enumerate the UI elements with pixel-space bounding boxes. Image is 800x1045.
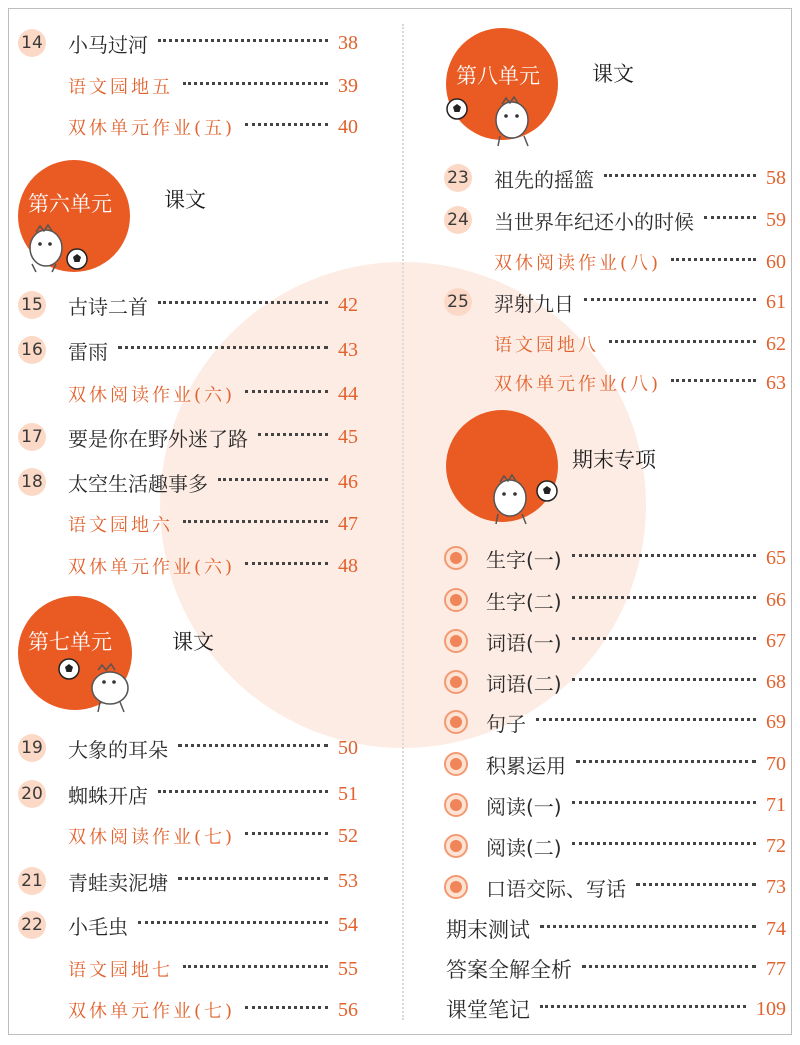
unit7-title: 课文 xyxy=(172,630,214,654)
toc-entry[interactable] xyxy=(446,994,786,1024)
leader-dots xyxy=(158,301,328,304)
entry-title: 祖先的摇篮 xyxy=(494,167,594,192)
toc-entry[interactable] xyxy=(21,733,358,763)
page-number: 55 xyxy=(338,957,358,980)
bullet-icon xyxy=(444,670,468,694)
unit6-label: 第六单元 xyxy=(28,192,112,216)
toc-entry[interactable] xyxy=(68,821,358,851)
leader-dots xyxy=(258,433,328,436)
leader-dots xyxy=(572,678,756,681)
leader-dots xyxy=(671,258,756,261)
entry-title: 生字(二) xyxy=(486,589,562,614)
page-number: 50 xyxy=(338,736,358,759)
entry-title: 双休阅读作业(六) xyxy=(68,385,236,406)
entry-title: 双休阅读作业(七) xyxy=(68,827,236,848)
leader-dots xyxy=(604,174,756,177)
page-number: 48 xyxy=(338,554,358,577)
leader-dots xyxy=(158,39,328,42)
entry-title: 蜘蛛开店 xyxy=(68,783,148,808)
lesson-number: 23 xyxy=(444,164,472,192)
lesson-number: 14 xyxy=(18,29,46,57)
entry-title: 小马过河 xyxy=(68,32,148,57)
page-number: 58 xyxy=(766,166,786,189)
page-number: 73 xyxy=(766,875,786,898)
leader-dots xyxy=(572,637,756,640)
leader-dots xyxy=(704,216,756,219)
soccer-ball-icon xyxy=(446,98,468,120)
page-number: 42 xyxy=(338,293,358,316)
leader-dots xyxy=(576,760,756,763)
dinosaur-mascot-icon xyxy=(486,92,540,148)
toc-entry[interactable] xyxy=(486,831,786,861)
page-number: 62 xyxy=(766,332,786,355)
toc-entry[interactable] xyxy=(21,866,358,896)
entry-title: 双休单元作业(五) xyxy=(68,118,236,139)
toc-entry[interactable] xyxy=(494,247,786,277)
leader-dots xyxy=(118,346,328,349)
bullet-icon xyxy=(444,834,468,858)
entry-title: 双休单元作业(八) xyxy=(494,374,662,395)
toc-entry[interactable] xyxy=(68,995,358,1025)
entry-title: 词语(二) xyxy=(486,671,562,696)
unit8-label: 第八单元 xyxy=(456,64,540,88)
page-number: 45 xyxy=(338,425,358,448)
toc-entry[interactable] xyxy=(447,163,786,193)
lesson-number: 22 xyxy=(18,911,46,939)
lesson-number: 16 xyxy=(18,336,46,364)
toc-entry[interactable] xyxy=(21,28,358,58)
page-number: 46 xyxy=(338,470,358,493)
page-number: 39 xyxy=(338,74,358,97)
toc-entry[interactable] xyxy=(68,551,358,581)
leader-dots xyxy=(540,1005,746,1008)
entry-title: 语文园地八 xyxy=(494,335,599,356)
bullet-icon xyxy=(444,546,468,570)
page-number: 51 xyxy=(338,782,358,805)
toc-entry[interactable] xyxy=(486,667,786,697)
toc-entry[interactable] xyxy=(486,790,786,820)
page-number: 65 xyxy=(766,546,786,569)
page-number: 61 xyxy=(766,290,786,313)
entry-title: 当世界年纪还小的时候 xyxy=(494,209,694,234)
entry-title: 词语(一) xyxy=(486,630,562,655)
entry-title: 语文园地五 xyxy=(68,77,173,98)
page-number: 109 xyxy=(756,997,786,1020)
final-title: 期末专项 xyxy=(572,448,656,472)
toc-entry[interactable] xyxy=(68,509,358,539)
entry-title: 语文园地六 xyxy=(68,515,173,536)
leader-dots xyxy=(671,379,756,382)
toc-entry[interactable] xyxy=(21,910,358,940)
page-number: 40 xyxy=(338,115,358,138)
entry-title: 句子 xyxy=(486,711,526,736)
leader-dots xyxy=(183,520,328,523)
dinosaur-mascot-icon xyxy=(84,660,140,716)
entry-title: 双休单元作业(七) xyxy=(68,1001,236,1022)
entry-title: 太空生活趣事多 xyxy=(68,471,208,496)
toc-entry[interactable] xyxy=(21,422,358,452)
toc-entry[interactable] xyxy=(447,205,786,235)
unit7-label: 第七单元 xyxy=(28,630,112,654)
leader-dots xyxy=(536,718,756,721)
toc-entry[interactable] xyxy=(446,914,786,944)
leader-dots xyxy=(636,883,756,886)
dinosaur-mascot-icon xyxy=(486,468,540,526)
entry-title: 羿射九日 xyxy=(494,291,574,316)
lesson-number: 20 xyxy=(18,780,46,808)
entry-title: 课堂笔记 xyxy=(446,998,530,1022)
leader-dots xyxy=(183,82,328,85)
toc-entry[interactable] xyxy=(68,112,358,142)
leader-dots xyxy=(609,340,756,343)
soccer-ball-icon xyxy=(58,658,80,680)
page-number: 53 xyxy=(338,869,358,892)
page-number: 67 xyxy=(766,629,786,652)
leader-dots xyxy=(572,554,756,557)
unit8-title: 课文 xyxy=(592,62,634,86)
leader-dots xyxy=(572,596,756,599)
page-number: 38 xyxy=(338,31,358,54)
bullet-icon xyxy=(444,710,468,734)
toc-entry[interactable] xyxy=(21,779,358,809)
entry-title: 口语交际、写话 xyxy=(486,876,626,901)
bullet-icon xyxy=(444,629,468,653)
toc-entry[interactable] xyxy=(486,707,786,737)
entry-title: 大象的耳朵 xyxy=(68,737,168,762)
entry-title: 双休单元作业(六) xyxy=(68,557,236,578)
leader-dots xyxy=(245,390,328,393)
leader-dots xyxy=(245,123,328,126)
page-number: 59 xyxy=(766,208,786,231)
toc-entry[interactable] xyxy=(486,543,786,573)
leader-dots xyxy=(183,965,328,968)
entry-title: 阅读(一) xyxy=(486,794,562,819)
page-number: 47 xyxy=(338,512,358,535)
lesson-number: 21 xyxy=(18,867,46,895)
page-number: 56 xyxy=(338,998,358,1021)
column-divider xyxy=(402,24,404,1020)
page-number: 69 xyxy=(766,710,786,733)
page-number: 63 xyxy=(766,371,786,394)
page-number: 74 xyxy=(766,917,786,940)
page-number: 43 xyxy=(338,338,358,361)
toc-entry[interactable] xyxy=(486,626,786,656)
toc-entry[interactable] xyxy=(68,71,358,101)
entry-title: 期末测试 xyxy=(446,918,530,942)
page-number: 71 xyxy=(766,793,786,816)
entry-title: 生字(一) xyxy=(486,547,562,572)
leader-dots xyxy=(218,478,328,481)
lesson-number: 19 xyxy=(18,734,46,762)
bullet-icon xyxy=(444,752,468,776)
lesson-number: 24 xyxy=(444,206,472,234)
entry-title: 青蛙卖泥塘 xyxy=(68,870,168,895)
leader-dots xyxy=(178,744,328,747)
leader-dots xyxy=(138,921,328,924)
leader-dots xyxy=(572,801,756,804)
entry-title: 要是你在野外迷了路 xyxy=(68,426,248,451)
leader-dots xyxy=(158,790,328,793)
toc-entry[interactable] xyxy=(486,585,786,615)
bullet-icon xyxy=(444,793,468,817)
page-number: 66 xyxy=(766,588,786,611)
page-number: 52 xyxy=(338,824,358,847)
toc-entry[interactable] xyxy=(494,329,786,359)
toc-entry[interactable] xyxy=(446,954,786,984)
leader-dots xyxy=(572,842,756,845)
entry-title: 积累运用 xyxy=(486,753,566,778)
toc-entry[interactable] xyxy=(21,290,358,320)
lesson-number: 18 xyxy=(18,468,46,496)
leader-dots xyxy=(245,832,328,835)
toc-entry[interactable] xyxy=(447,287,786,317)
entry-title: 语文园地七 xyxy=(68,960,173,981)
leader-dots xyxy=(178,877,328,880)
toc-entry[interactable] xyxy=(494,368,786,398)
page-number: 68 xyxy=(766,670,786,693)
page-number: 77 xyxy=(766,957,786,980)
unit6-title: 课文 xyxy=(164,188,206,212)
page-number: 72 xyxy=(766,834,786,857)
leader-dots xyxy=(245,562,328,565)
toc-entry[interactable] xyxy=(21,467,358,497)
leader-dots xyxy=(582,965,756,968)
lesson-number: 15 xyxy=(18,291,46,319)
page-number: 70 xyxy=(766,752,786,775)
entry-title: 双休阅读作业(八) xyxy=(494,253,662,274)
bullet-icon xyxy=(444,588,468,612)
leader-dots xyxy=(584,298,756,301)
leader-dots xyxy=(245,1006,328,1009)
entry-title: 雷雨 xyxy=(68,339,108,364)
page-number: 54 xyxy=(338,913,358,936)
toc-entry[interactable] xyxy=(486,872,786,902)
lesson-number: 25 xyxy=(444,288,472,316)
leader-dots xyxy=(540,925,756,928)
page-number: 60 xyxy=(766,250,786,273)
lesson-number: 17 xyxy=(18,423,46,451)
entry-title: 答案全解全析 xyxy=(446,958,572,982)
entry-title: 阅读(二) xyxy=(486,835,562,860)
toc-entry[interactable] xyxy=(486,749,786,779)
toc-entry[interactable] xyxy=(21,335,358,365)
bullet-icon xyxy=(444,875,468,899)
page-number: 44 xyxy=(338,382,358,405)
dinosaur-mascot-icon xyxy=(22,218,102,274)
entry-title: 古诗二首 xyxy=(68,294,148,319)
soccer-ball-icon xyxy=(66,248,88,270)
soccer-ball-icon xyxy=(536,480,558,502)
entry-title: 小毛虫 xyxy=(68,914,128,939)
toc-entry[interactable] xyxy=(68,954,358,984)
toc-entry[interactable] xyxy=(68,379,358,409)
